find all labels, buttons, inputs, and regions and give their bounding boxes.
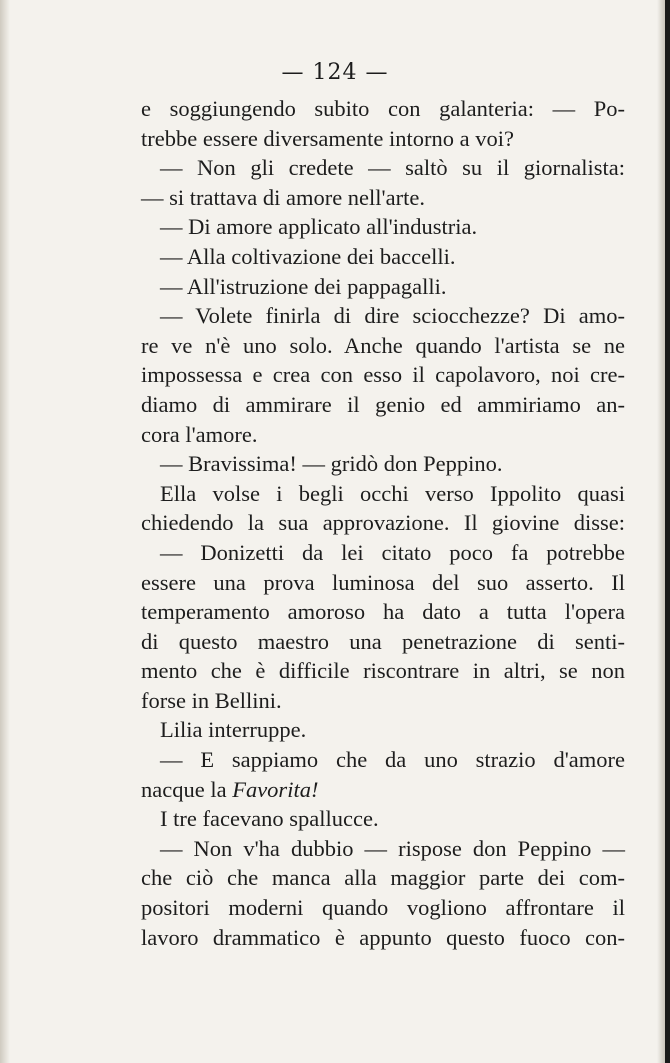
text-line-content: — si trattava di amore nell'arte. bbox=[141, 184, 425, 210]
scan-shadow-right bbox=[657, 0, 665, 1063]
text-line bbox=[141, 686, 625, 716]
text-line bbox=[141, 804, 625, 834]
italic-title: Favorita! bbox=[232, 776, 319, 802]
text-line bbox=[141, 301, 625, 331]
text-line-content: e soggiungendo subito con galanteria: — Po- bbox=[141, 96, 625, 121]
text-line bbox=[141, 449, 625, 479]
page-number: — 124 — bbox=[281, 60, 389, 85]
text-line bbox=[141, 656, 625, 686]
text-line-content: essere una prova luminosa del suo asserto. Il bbox=[141, 569, 625, 595]
text-line-content: — All'istruzione dei pappagalli. bbox=[160, 273, 447, 299]
text-line-content: — Volete finirla di dire sciocchezze? Di amo- bbox=[160, 303, 625, 329]
text-line bbox=[141, 863, 625, 893]
text-line bbox=[141, 627, 625, 657]
text-line bbox=[141, 479, 625, 509]
text-line-content: forse in Bellini. bbox=[141, 687, 282, 713]
text-line bbox=[141, 212, 625, 242]
text-line-content: chiedendo la sua approvazione. Il giovine disse: bbox=[141, 510, 625, 536]
text-line bbox=[141, 597, 625, 627]
text-line-content: lavoro drammatico è appunto questo fuoco con- bbox=[141, 924, 625, 950]
text-line bbox=[141, 538, 625, 568]
text-line bbox=[141, 715, 625, 745]
text-line-content: — Non gli credete — saltò su il giornalista: bbox=[160, 155, 625, 181]
scan-border-right bbox=[665, 0, 670, 1063]
text-line-content: — Bravissima! — gridò don Peppino. bbox=[160, 451, 503, 477]
text-line-content: — Non v'ha dubbio — rispose don Peppino — bbox=[160, 835, 625, 861]
text-line bbox=[141, 360, 625, 390]
text-line bbox=[141, 183, 625, 213]
text-line-content: I tre facevano spallucce. bbox=[160, 806, 379, 832]
text-line-content: cora l'amore. bbox=[141, 421, 258, 447]
text-line bbox=[141, 153, 625, 183]
text-line bbox=[141, 420, 625, 450]
text-line-content: temperamento amoroso ha dato a tutta l'opera bbox=[141, 599, 625, 625]
text-line-content: — Alla coltivazione dei baccelli. bbox=[160, 243, 456, 269]
text-line bbox=[141, 242, 625, 272]
text-line-content: — E sappiamo che da uno strazio d'amore bbox=[160, 747, 625, 773]
body-text bbox=[141, 94, 625, 952]
text-line-content: nacque la bbox=[141, 776, 233, 802]
scan-shadow-left bbox=[0, 0, 10, 1063]
text-line bbox=[141, 923, 625, 953]
text-line-content: — Di amore applicato all'industria. bbox=[160, 214, 478, 240]
text-line-content: Ella volse i begli occhi verso Ippolito quasi bbox=[160, 480, 625, 506]
text-line bbox=[141, 94, 625, 124]
text-line bbox=[141, 124, 625, 154]
text-line bbox=[141, 331, 625, 361]
text-line-content: positori moderni quando vogliono affrontare il bbox=[141, 895, 625, 921]
text-line-content: diamo di ammirare il genio ed ammiriamo an- bbox=[141, 391, 625, 417]
text-line-content: impossessa e crea con esso il capolavoro, noi cre- bbox=[141, 362, 625, 388]
text-line bbox=[141, 272, 625, 302]
text-line-content: re ve n'è uno solo. Anche quando l'artista se ne bbox=[141, 332, 625, 358]
text-line-content: — Donizetti da lei citato poco fa potrebbe bbox=[160, 539, 625, 565]
text-line bbox=[141, 568, 625, 598]
text-line bbox=[141, 745, 625, 775]
text-line bbox=[141, 508, 625, 538]
text-line-content: Lilia interruppe. bbox=[160, 717, 307, 743]
text-line-content: che ciò che manca alla maggior parte dei com- bbox=[141, 865, 625, 891]
text-line-content: trebbe essere diversamente intorno a voi? bbox=[141, 125, 514, 151]
text-line bbox=[141, 775, 625, 805]
text-line bbox=[141, 893, 625, 923]
text-line-content: di questo maestro una penetrazione di senti- bbox=[141, 628, 625, 654]
text-line bbox=[141, 390, 625, 420]
text-line bbox=[141, 834, 625, 864]
text-line-content: mento che è difficile riscontrare in altri, se non bbox=[141, 658, 625, 684]
